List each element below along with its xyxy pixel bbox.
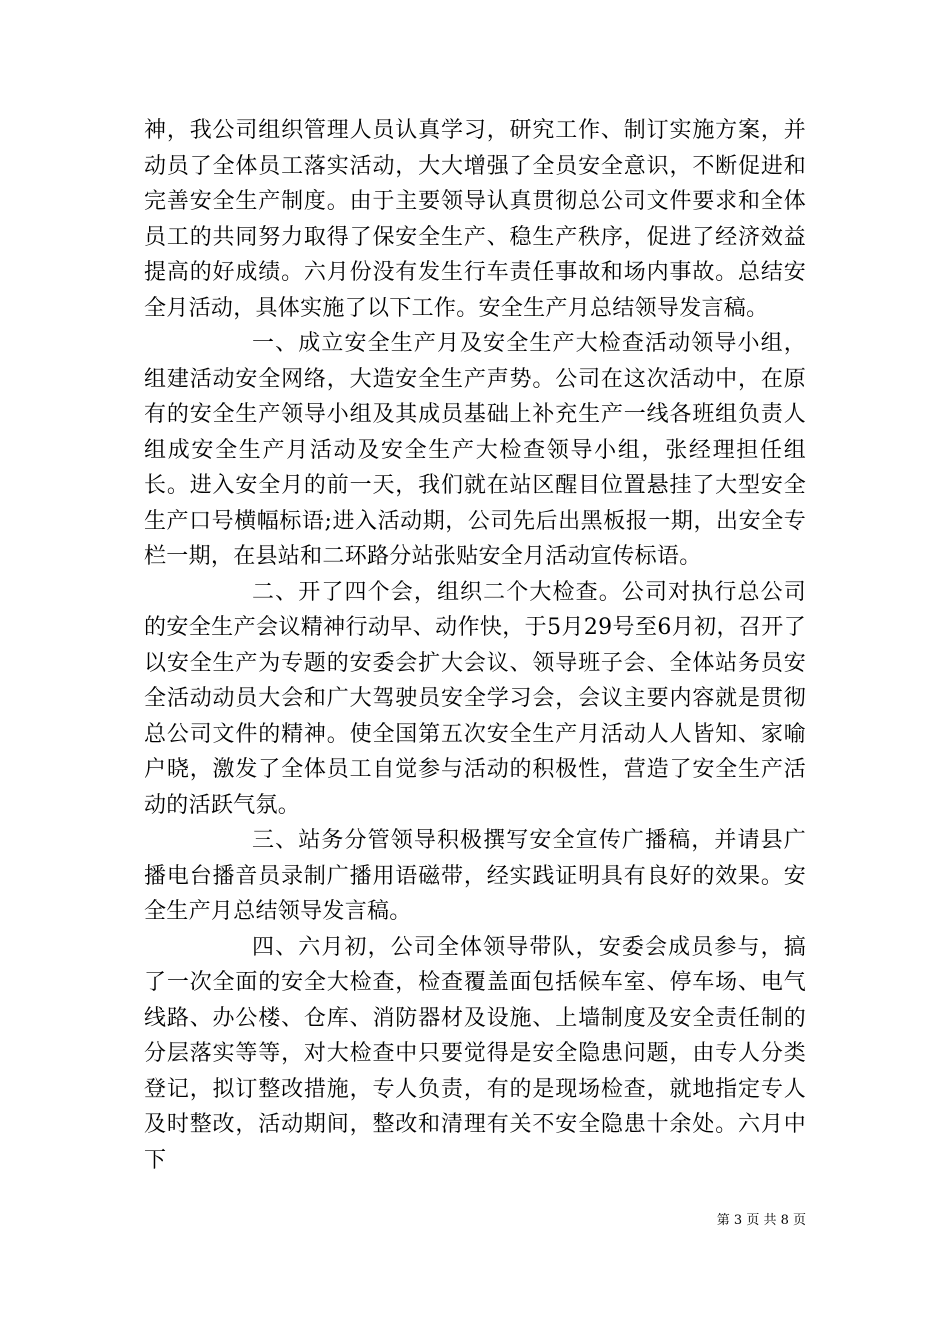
page-number-footer: 第 3 页 共 8 页 [716, 1213, 806, 1228]
paragraph-intro: 神，我公司组织管理人员认真学习，研究工作、制订实施方案，并动员了全体员工落实活动，大大增强了全员安全意识，不断促进和完善安全生产制度。由于主要领导认真贯彻总公司文件要求和全体员工的共同努力取得了保安全生产、稳生产秩序，促进了经济效益提高的好成绩。六月份没有发生行车责任事故和场内事故。总结安全月活动，具体实施了以下工作。安全生产月总结领导发言稿。 [144, 118, 806, 321]
paragraph-item-2: 二、开了四个会，组织二个大检查。公司对执行总公司的安全生产会议精神行动早、动作快，于5月29号至6月初，召开了以安全生产为专题的安委会扩大会议、领导班子会、全体站务员安全活动动员大会和广大驾驶员安全学习会，会议主要内容就是贯彻总公司文件的精神。使全国第五次安全生产月活动人人皆知、家喻户晓，激发了全体员工自觉参与活动的积极性，营造了安全生产活动的活跃气氛。 [144, 579, 806, 818]
paragraph-item-1: 一、成立安全生产月及安全生产大检查活动领导小组，组建活动安全网络，大造安全生产声势。公司在这次活动中，在原有的安全生产领导小组及其成员基础上补充生产一线各班组负责人组成安全生产月活动及安全生产大检查领导小组，张经理担任组长。进入安全月的前一天，我们就在站区醒目位置悬挂了大型安全生产口号横幅标语;进入活动期，公司先后出黑板报一期，出安全专栏一期，在县站和二环路分站张贴安全月活动宣传标语。 [144, 331, 806, 569]
paragraph-item-3: 三、站务分管领导积极撰写安全宣传广播稿，并请县广播电台播音员录制广播用语磁带，经实践证明具有良好的效果。安全生产月总结领导发言稿。 [144, 828, 806, 924]
document-body [144, 113, 806, 1178]
paragraph-item-4: 四、六月初，公司全体领导带队，安委会成员参与，搞了一次全面的安全大检查，检查覆盖面包括候车室、停车场、电气线路、办公楼、仓库、消防器材及设施、上墙制度及安全责任制的分层落实等等，对大检查中只要觉得是安全隐患问题，由专人分类登记，拟订整改措施，专人负责，有的是现场检查，就地指定专人及时整改，活动期间，整改和清理有关不安全隐患十余处。六月中下 [144, 934, 806, 1173]
